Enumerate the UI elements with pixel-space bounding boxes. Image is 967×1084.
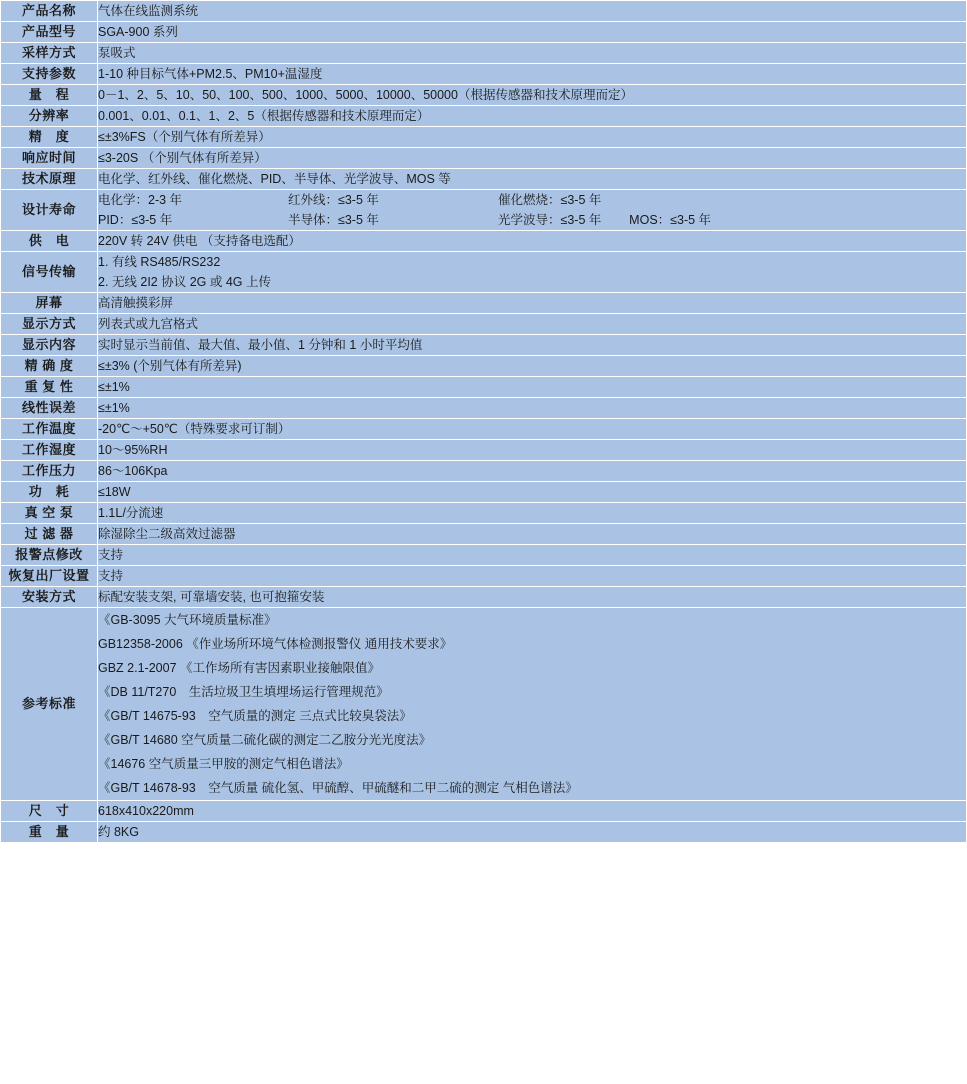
spec-value-line: 《GB-3095 大气环境质量标准》: [98, 613, 277, 627]
spec-label: 技术原理: [1, 169, 98, 190]
table-row: [1, 293, 967, 314]
spec-label: 线性误差: [1, 398, 98, 419]
lifetime-grid-cell: 红外线：≤3-5 年: [288, 193, 379, 207]
spec-label: 精 度: [1, 127, 98, 148]
lifetime-grid-row: [98, 190, 966, 210]
spec-value: 1.1L/分流速: [98, 503, 967, 524]
spec-label: 产品型号: [1, 22, 98, 43]
table-row: [1, 1, 967, 22]
table-row: [1, 85, 967, 106]
table-row: [1, 822, 967, 843]
lifetime-grid: [98, 190, 966, 230]
spec-label: 功 耗: [1, 482, 98, 503]
table-row: [1, 43, 967, 64]
table-row: [1, 190, 967, 231]
spec-value: ≤3-20S （个别气体有所差异）: [98, 148, 967, 169]
spec-value-line: 《GB/T 14678-93 空气质量 硫化氢、甲硫醇、甲硫醚和二甲二硫的测定 气相色谱法》: [98, 781, 578, 795]
spec-value-line: 2. 无线 2I2 协议 2G 或 4G 上传: [98, 275, 271, 289]
spec-label: 报警点修改: [1, 545, 98, 566]
spec-value: 标配安装支架, 可靠墙安装, 也可抱箍安装: [98, 587, 967, 608]
spec-value-line: GBZ 2.1-2007 《工作场所有害因素职业接触限值》: [98, 661, 380, 675]
table-row: [1, 314, 967, 335]
spec-label: 采样方式: [1, 43, 98, 64]
table-row: [1, 608, 967, 801]
spec-value: 10～95%RH: [98, 440, 967, 461]
spec-label: 屏幕: [1, 293, 98, 314]
spec-label: 重 复 性: [1, 377, 98, 398]
spec-value: 列表式或九宫格式: [98, 314, 967, 335]
spec-value: 泵吸式: [98, 43, 967, 64]
table-row: [1, 801, 967, 822]
spec-value-line: 1. 有线 RS485/RS232: [98, 255, 221, 269]
table-row: [1, 252, 967, 293]
table-row: [1, 169, 967, 190]
spec-value: 气体在线监测系统: [98, 1, 967, 22]
spec-value: 电化学、红外线、催化燃烧、PID、半导体、光学波导、MOS 等: [98, 169, 967, 190]
spec-value: ≤±3% (个别气体有所差异): [98, 356, 967, 377]
spec-value: 实时显示当前值、最大值、最小值、1 分钟和 1 小时平均值: [98, 335, 967, 356]
spec-label: 安装方式: [1, 587, 98, 608]
spec-label: 分辨率: [1, 106, 98, 127]
spec-value: 支持: [98, 545, 967, 566]
lifetime-grid-cell: 催化燃烧：≤3-5 年: [498, 193, 602, 207]
spec-label: 产品名称: [1, 1, 98, 22]
spec-label: 重 量: [1, 822, 98, 843]
spec-label: 信号传输: [1, 252, 98, 293]
spec-value: SGA-900 系列: [98, 22, 967, 43]
spec-label: 恢复出厂设置: [1, 566, 98, 587]
table-row: [1, 503, 967, 524]
spec-value: [98, 252, 967, 293]
spec-label: 支持参数: [1, 64, 98, 85]
spec-label: 工作压力: [1, 461, 98, 482]
lifetime-grid-cell: PID：≤3-5 年: [98, 213, 173, 227]
table-row: [1, 482, 967, 503]
spec-value: 支持: [98, 566, 967, 587]
spec-label: 响应时间: [1, 148, 98, 169]
table-row: [1, 461, 967, 482]
table-row: [1, 440, 967, 461]
lifetime-grid-row: [98, 210, 966, 230]
spec-label: 工作湿度: [1, 440, 98, 461]
spec-value: 除湿除尘二级高效过滤器: [98, 524, 967, 545]
spec-value: 86～106Kpa: [98, 461, 967, 482]
table-row: [1, 524, 967, 545]
table-row: [1, 335, 967, 356]
table-row: [1, 22, 967, 43]
spec-value: 高清触摸彩屏: [98, 293, 967, 314]
spec-label: 精 确 度: [1, 356, 98, 377]
spec-value: [98, 190, 967, 231]
spec-value: [98, 608, 967, 801]
spec-value: ≤±1%: [98, 398, 967, 419]
spec-value: -20℃～+50℃（特殊要求可订制）: [98, 419, 967, 440]
spec-label: 显示内容: [1, 335, 98, 356]
spec-value: 1-10 种目标气体+PM2.5、PM10+温湿度: [98, 64, 967, 85]
spec-table-body: [1, 1, 967, 843]
spec-value: 220V 转 24V 供电 （支持备电选配）: [98, 231, 967, 252]
table-row: [1, 356, 967, 377]
lifetime-grid-cell: 半导体：≤3-5 年: [288, 213, 379, 227]
spec-label: 显示方式: [1, 314, 98, 335]
spec-value: ≤±1%: [98, 377, 967, 398]
spec-value-line: GB12358-2006 《作业场所环境气体检测报警仪 通用技术要求》: [98, 637, 453, 651]
spec-value-line: 《GB/T 14675-93 空气质量的测定 三点式比较臭袋法》: [98, 709, 412, 723]
table-row: [1, 127, 967, 148]
spec-value: 618x410x220mm: [98, 801, 967, 822]
lifetime-grid-cell: 光学波导：≤3-5 年 MOS：≤3-5 年: [498, 213, 712, 227]
table-row: [1, 106, 967, 127]
spec-value-line: 《GB/T 14680 空气质量二硫化碳的测定二乙胺分光光度法》: [98, 733, 432, 747]
spec-value: 0.001、0.01、0.1、1、2、5（根据传感器和技术原理而定）: [98, 106, 967, 127]
table-row: [1, 148, 967, 169]
spec-label: 过 滤 器: [1, 524, 98, 545]
table-row: [1, 231, 967, 252]
spec-label: 真 空 泵: [1, 503, 98, 524]
spec-label: 量 程: [1, 85, 98, 106]
table-row: [1, 377, 967, 398]
spec-value: ≤±3%FS（个别气体有所差异）: [98, 127, 967, 148]
table-row: [1, 587, 967, 608]
spec-label: 尺 寸: [1, 801, 98, 822]
spec-value-line: 《14676 空气质量三甲胺的测定气相色谱法》: [98, 757, 349, 771]
table-row: [1, 545, 967, 566]
spec-label: 参考标准: [1, 608, 98, 801]
lifetime-grid-cell: 电化学：2-3 年: [98, 193, 183, 207]
table-row: [1, 64, 967, 85]
spec-label: 设计寿命: [1, 190, 98, 231]
spec-label: 工作温度: [1, 419, 98, 440]
spec-value: ≤18W: [98, 482, 967, 503]
spec-value: 0－1、2、5、10、50、100、500、1000、5000、10000、50000（根据传感器和技术原理而定）: [98, 85, 967, 106]
table-row: [1, 398, 967, 419]
spec-value-line: 《DB 11/T270 生活垃圾卫生填埋场运行管理规范》: [98, 685, 389, 699]
spec-label: 供 电: [1, 231, 98, 252]
spec-value: 约 8KG: [98, 822, 967, 843]
table-row: [1, 566, 967, 587]
table-row: [1, 419, 967, 440]
